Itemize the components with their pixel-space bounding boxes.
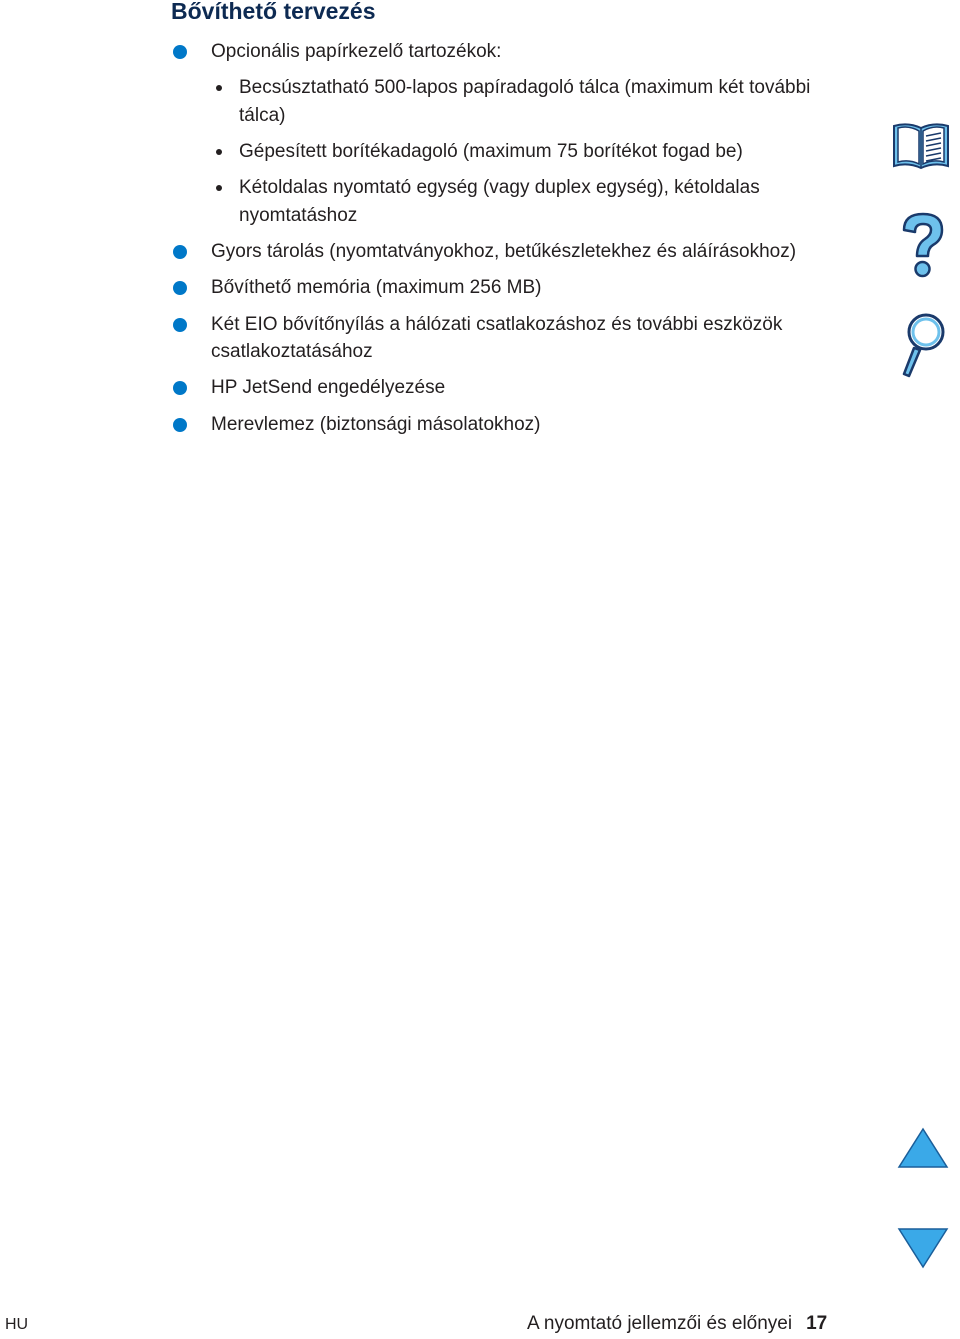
footer-language: HU bbox=[5, 1316, 29, 1333]
sub-bullet bbox=[216, 185, 222, 191]
sub-bullet bbox=[216, 149, 222, 155]
sub-list-item-continuation: tálca) bbox=[239, 105, 286, 126]
question-mark-icon[interactable] bbox=[898, 210, 948, 282]
bullet-dot bbox=[173, 245, 187, 259]
book-icon[interactable] bbox=[890, 118, 952, 172]
magnifier-icon[interactable] bbox=[896, 310, 948, 382]
bullet-dot bbox=[173, 45, 187, 59]
list-item: Gyors tárolás (nyomtatványokhoz, betűkészletekhez és aláírásokhoz) bbox=[211, 241, 797, 262]
page-title: Bővíthető tervezés bbox=[171, 0, 376, 24]
page-number: 17 bbox=[806, 1313, 828, 1334]
list-item: Két EIO bővítőnyílás a hálózati csatlakozáshoz és további eszközök bbox=[211, 314, 783, 335]
list-item: Merevlemez (biztonsági másolatokhoz) bbox=[211, 414, 541, 435]
bullet-dot bbox=[173, 318, 187, 332]
list-item: HP JetSend engedélyezése bbox=[211, 377, 446, 398]
list-item-continuation: csatlakoztatásához bbox=[211, 341, 373, 362]
bullet-dot bbox=[173, 418, 187, 432]
sub-bullet bbox=[216, 85, 222, 91]
list-item: Opcionális papírkezelő tartozékok: bbox=[211, 41, 502, 62]
sub-list-item: Kétoldalas nyomtató egység (vagy duplex egység), kétoldalas bbox=[239, 177, 760, 198]
list-item: Bővíthető memória (maximum 256 MB) bbox=[211, 277, 542, 298]
sub-list-item: Becsúsztatható 500-lapos papíradagoló tálca (maximum két további bbox=[239, 77, 811, 98]
down-arrow-icon[interactable] bbox=[896, 1226, 950, 1270]
sub-list-item-continuation: nyomtatáshoz bbox=[239, 205, 358, 226]
bullet-dot bbox=[173, 281, 187, 295]
bullet-dot bbox=[173, 381, 187, 395]
footer-section-title: A nyomtató jellemzői és előnyei bbox=[527, 1313, 793, 1334]
up-arrow-icon[interactable] bbox=[896, 1126, 950, 1170]
footer-section bbox=[527, 1311, 827, 1337]
sub-list-item: Gépesített borítékadagoló (maximum 75 borítékot fogad be) bbox=[239, 141, 743, 162]
